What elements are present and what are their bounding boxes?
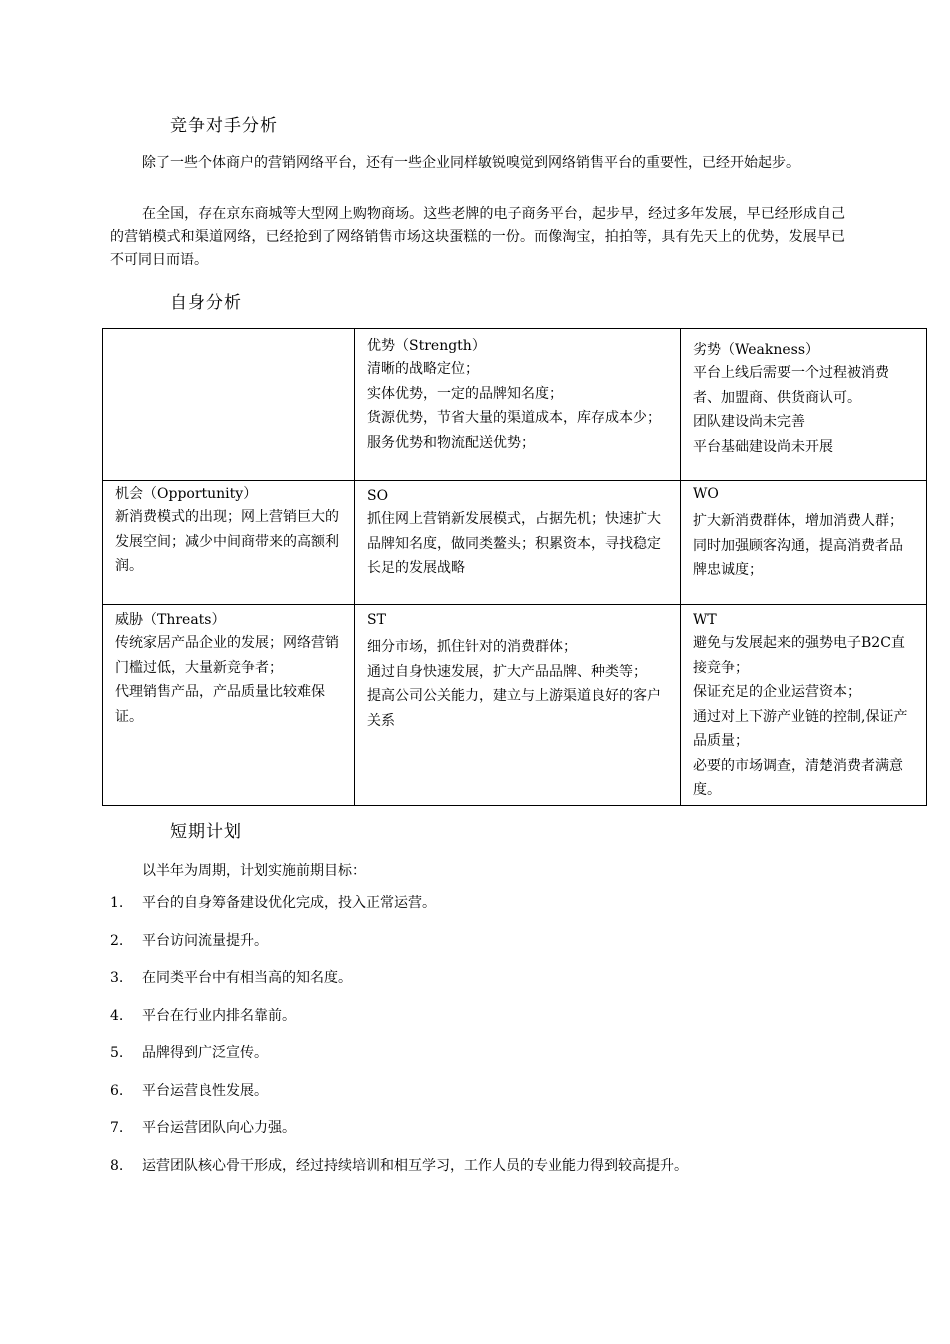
so-title: SO <box>367 488 389 504</box>
short-term-plan-heading: 短期计划 <box>170 822 242 842</box>
list-item <box>110 967 850 1005</box>
st-line: 提高公司公关能力，建立与上游渠道良好的客户关系 <box>367 688 661 729</box>
weakness-line: 平台基础建设尚未开展 <box>693 438 833 455</box>
swot-st-cell <box>355 605 681 806</box>
list-item-number: 1. <box>110 895 124 911</box>
competitor-paragraph-2: 在全国，存在京东商城等大型网上购物商场。这些老牌的电子商务平台，起步早，经过多年发展，早已经形成自己的营销模式和渠道网络，已经抢到了网络销售市场这块蛋糕的一份。而像淘宝，拍拍等，具有先天上的优势，发展早已不可同日而语。 <box>110 206 845 268</box>
list-item-number: 4. <box>110 1007 124 1024</box>
wt-line: 通过对上下游产业链的控制,保证产品质量； <box>693 708 908 749</box>
wo-line: 同时加强顾客沟通，提高消费者品牌忠诚度； <box>693 537 903 578</box>
so-line: 抓住网上营销新发展模式，占据先机；快速扩大品牌知名度，做同类鳌头；积累资本，寻找稳定长足的发展战略 <box>367 511 661 576</box>
weakness-line: 团队建设尚未完善 <box>693 414 805 430</box>
threats-title: 威胁（Threats） <box>115 612 226 628</box>
strength-line: 货源优势，节省大量的渠道成本，库存成本少； <box>367 410 661 426</box>
list-item-text: 平台运营良性发展。 <box>142 1082 268 1099</box>
swot-opportunity-cell <box>103 481 355 605</box>
strength-line: 清晰的战略定位； <box>367 361 479 377</box>
list-item-text: 在同类平台中有相当高的知名度。 <box>142 970 352 986</box>
threats-line: 传统家居产品企业的发展；网络营销门槛过低，大量新竞争者； <box>115 635 339 676</box>
strength-line: 实体优势，一定的品牌知名度； <box>367 385 563 402</box>
competitor-analysis-heading: 竞争对手分析 <box>170 116 278 136</box>
list-item-text: 平台在行业内排名靠前。 <box>142 1007 296 1024</box>
list-item-number: 2. <box>110 932 124 949</box>
st-line: 通过自身快速发展，扩大产品品牌、种类等； <box>367 663 647 680</box>
list-item <box>110 1155 850 1193</box>
wo-title: WO <box>693 486 719 502</box>
threats-line: 代理销售产品，产品质量比较难保证。 <box>115 684 325 725</box>
weakness-line: 平台上线后需要一个过程被消费者、加盟商、供货商认可。 <box>693 365 889 406</box>
opportunity-title: 机会（Opportunity） <box>115 486 258 502</box>
wt-line: 保证充足的企业运营资本； <box>693 684 861 700</box>
swot-row-threats <box>103 605 927 806</box>
plan-list <box>110 892 850 1192</box>
swot-threats-cell <box>103 605 355 806</box>
list-item-text: 平台运营团队向心力强。 <box>142 1120 296 1136</box>
wo-line: 扩大新消费群体，增加消费人群； <box>693 513 903 529</box>
weakness-title: 劣势（Weakness） <box>693 342 820 358</box>
wt-line: 避免与发展起来的强势电子B2C直接竞争； <box>693 635 905 676</box>
swot-so-cell <box>355 481 681 605</box>
list-item-text: 品牌得到广泛宣传。 <box>142 1045 268 1061</box>
swot-weakness-cell <box>681 329 927 481</box>
wt-title: WT <box>693 612 717 628</box>
list-item <box>110 892 850 930</box>
wt-line: 必要的市场调查，清楚消费者满意度。 <box>693 757 903 798</box>
list-item <box>110 930 850 968</box>
self-analysis-heading: 自身分析 <box>170 293 242 313</box>
list-item <box>110 1042 850 1080</box>
list-item <box>110 1005 850 1043</box>
competitor-paragraph-1: 除了一些个体商户的营销网络平台，还有一些企业同样敏锐嗅觉到网络销售平台的重要性，已经开始起步。 <box>142 155 800 171</box>
list-item-text: 运营团队核心骨干形成，经过持续培训和相互学习，工作人员的专业能力得到较高提升。 <box>142 1157 688 1174</box>
list-item-text: 平台的自身筹备建设优化完成，投入正常运营。 <box>142 895 436 911</box>
swot-row-opportunity <box>103 481 927 605</box>
st-title: ST <box>367 612 386 628</box>
swot-wt-cell <box>681 605 927 806</box>
opportunity-line: 新消费模式的出现；网上营销巨大的发展空间；减少中间商带来的高额利润。 <box>115 509 339 574</box>
list-item <box>110 1080 850 1118</box>
list-item-number: 5. <box>110 1045 124 1061</box>
swot-strength-cell <box>355 329 681 481</box>
swot-empty-cell <box>103 329 355 481</box>
list-item <box>110 1117 850 1155</box>
strength-title: 优势（Strength） <box>367 338 486 354</box>
swot-row-header <box>103 329 927 481</box>
list-item-number: 3. <box>110 970 124 986</box>
list-item-number: 7. <box>110 1120 124 1136</box>
list-item-number: 6. <box>110 1082 124 1099</box>
st-line: 细分市场，抓住针对的消费群体； <box>367 639 577 655</box>
strength-line: 服务优势和物流配送优势； <box>367 434 535 451</box>
swot-table <box>102 328 927 806</box>
list-item-text: 平台访问流量提升。 <box>142 932 268 949</box>
list-item-number: 8. <box>110 1157 124 1174</box>
swot-wo-cell <box>681 481 927 605</box>
plan-intro: 以半年为周期，计划实施前期目标： <box>142 863 366 879</box>
